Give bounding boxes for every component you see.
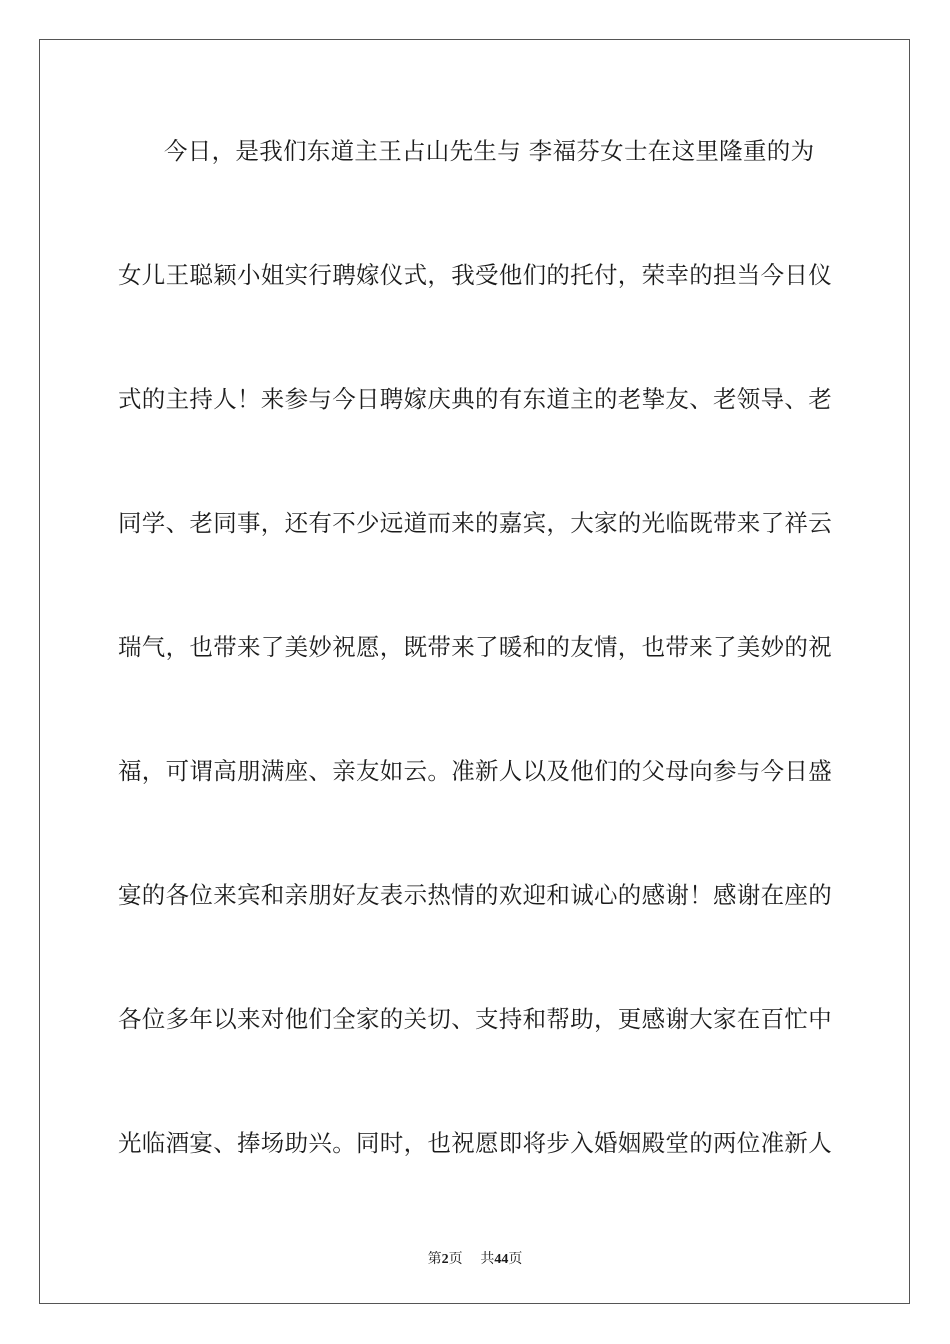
body-text-line-5: 瑞气，也带来了美妙祝愿，既带来了暖和的友情，也带来了美妙的祝 [118,633,832,661]
footer-page-prefix: 第 [427,1251,442,1267]
body-text-line-8: 各位多年以来对他们全家的关切、支持和帮助，更感谢大家在百忙中 [118,1005,832,1033]
body-text-line-3: 式的主持人！来参与今日聘嫁庆典的有东道主的老挚友、老领导、老 [118,385,832,413]
body-text-line-2: 女儿王聪颖小姐实行聘嫁仪式，我受他们的托付，荣幸的担当今日仪 [118,261,832,289]
page-footer [0,1248,950,1268]
footer-total-suffix: 页 [508,1251,523,1267]
footer-total-prefix: 共 [480,1251,495,1267]
body-text-line-1: 今日，是我们东道主王占山先生与 李福芬女士在这里隆重的为 [164,137,815,165]
footer-page-suffix: 页 [448,1251,463,1267]
body-text-line-9: 光临酒宴、捧场助兴。同时，也祝愿即将步入婚姻殿堂的两位准新人 [118,1129,832,1157]
body-text-line-7: 宴的各位来宾和亲朋好友表示热情的欢迎和诚心的感谢！感谢在座的 [118,881,832,909]
body-text-line-4: 同学、老同事，还有不少远道而来的嘉宾，大家的光临既带来了祥云 [118,509,832,537]
body-text-line-6: 福，可谓高朋满座、亲友如云。准新人以及他们的父母向参与今日盛 [118,757,832,785]
footer-page-number: 2 [441,1252,449,1267]
footer-total-pages: 44 [494,1252,509,1267]
page-border [39,39,910,1304]
